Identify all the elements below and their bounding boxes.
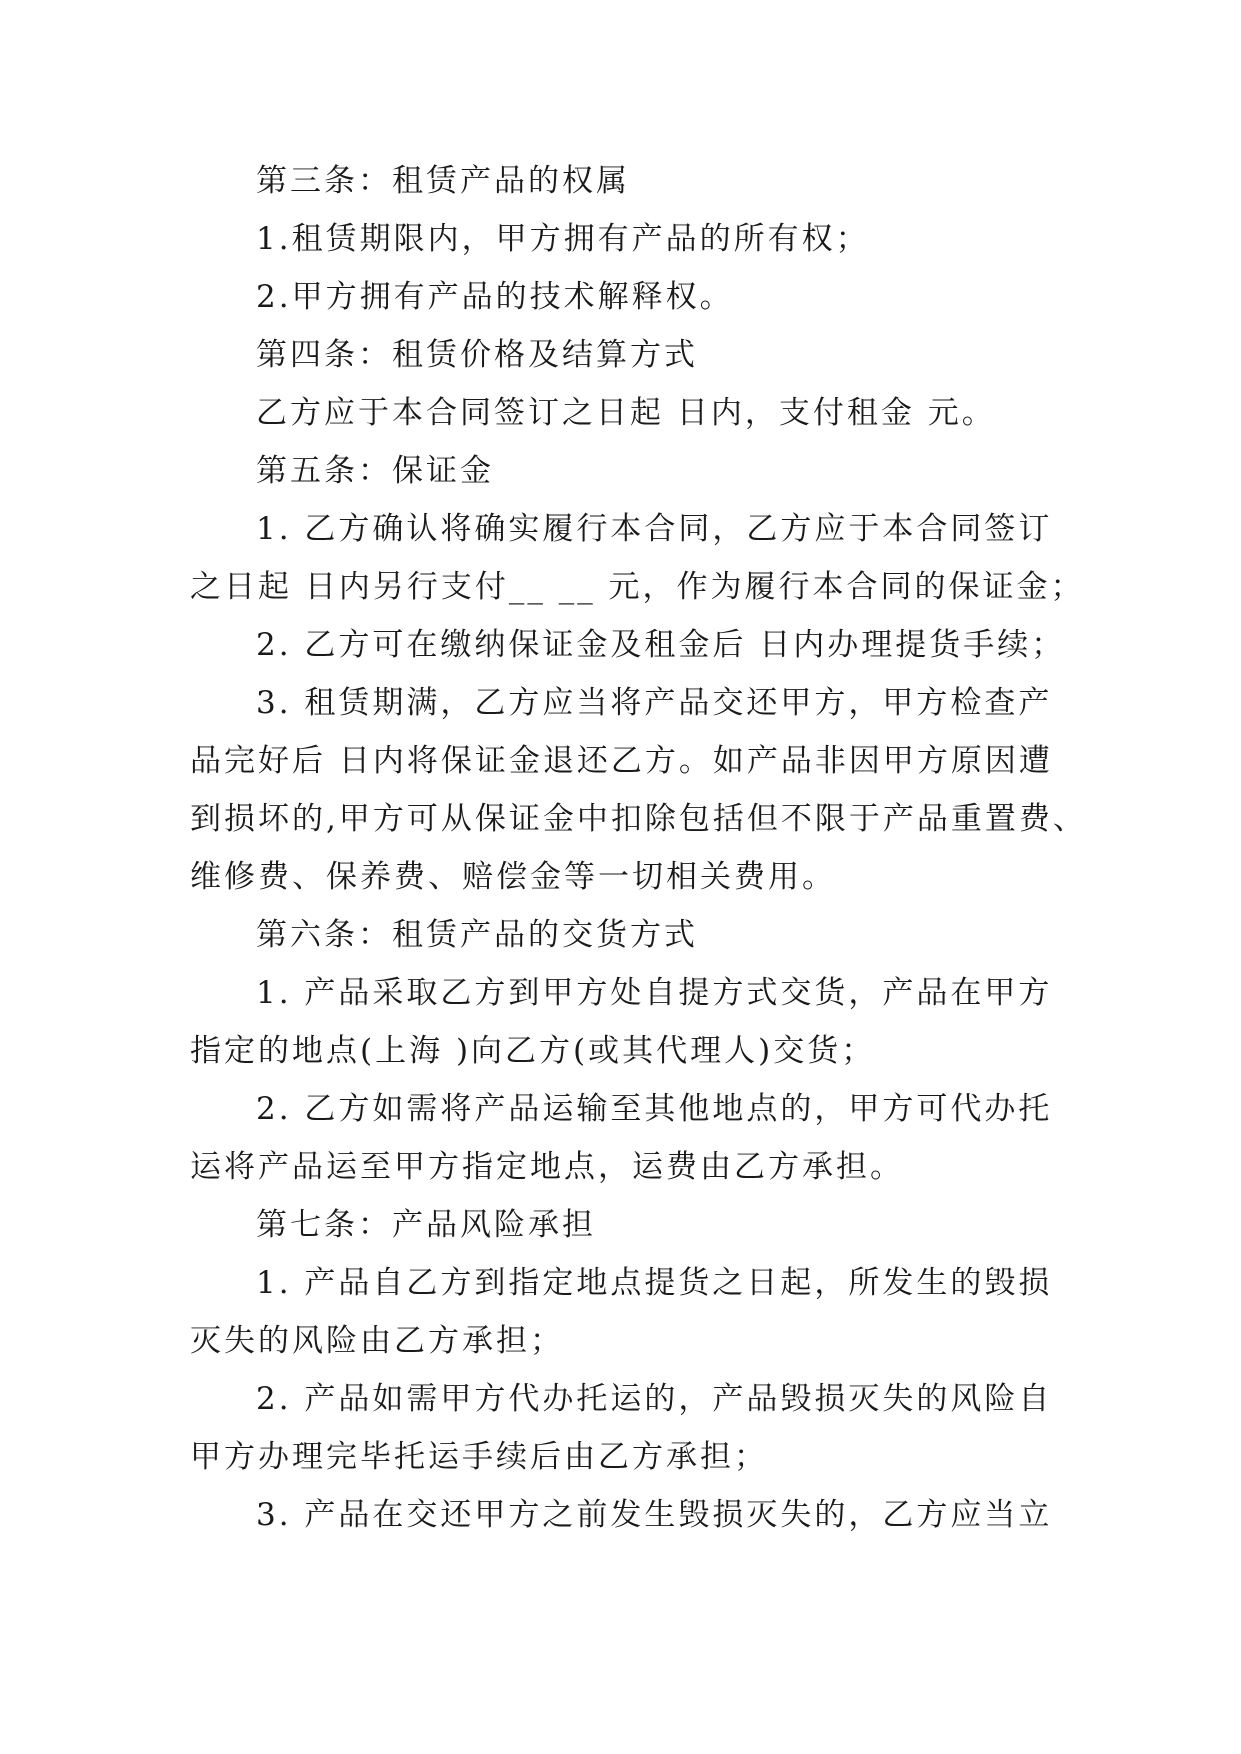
paragraph-line: 2. 乙方如需将产品运输至其他地点的，甲方可代办托 <box>256 1091 1053 1127</box>
article-5-heading: 第五条：保证金 <box>256 453 494 489</box>
paragraph-line: 1. 产品自乙方到指定地点提货之日起，所发生的毁损 <box>256 1265 1053 1301</box>
document-body <box>190 152 1087 1544</box>
paragraph-line: 甲方办理完毕托运手续后由乙方承担； <box>190 1439 768 1475</box>
paragraph-line: 3. 租赁期满，乙方应当将产品交还甲方，甲方检查产 <box>256 685 1053 721</box>
paragraph-line: 乙方应于本合同签订之日起 日内，支付租金 元。 <box>256 395 996 431</box>
paragraph-line: 3. 产品在交还甲方之前发生毁损灭失的，乙方应当立 <box>256 1497 1053 1533</box>
paragraph-line: 之日起 日内另行支付__ __ 元，作为履行本合同的保证金； <box>190 569 1085 605</box>
paragraph-line: 品完好后 日内将保证金退还乙方。如产品非因甲方原因遭 <box>190 743 1053 779</box>
article-3-heading: 第三条：租赁产品的权属 <box>256 163 630 199</box>
article-6-heading: 第六条：租赁产品的交货方式 <box>256 917 698 953</box>
paragraph-line: 1.租赁期限内，甲方拥有产品的所有权； <box>256 221 870 257</box>
paragraph-line: 灭失的风险由乙方承担； <box>190 1323 564 1359</box>
paragraph-line: 到损坏的,甲方可从保证金中扣除包括但不限于产品重置费、 <box>190 801 1087 837</box>
paragraph-line: 维修费、保养费、赔偿金等一切相关费用。 <box>190 859 836 895</box>
paragraph-line: 2. 乙方可在缴纳保证金及租金后 日内办理提货手续； <box>256 627 1066 663</box>
article-7-heading: 第七条：产品风险承担 <box>256 1207 596 1243</box>
article-4-heading: 第四条：租赁价格及结算方式 <box>256 337 698 373</box>
paragraph-line: 运将产品运至甲方指定地点，运费由乙方承担。 <box>190 1149 904 1185</box>
paragraph-line: 指定的地点(上海 )向乙方(或其代理人)交货； <box>190 1033 876 1069</box>
paragraph-line: 1. 产品采取乙方到甲方处自提方式交货，产品在甲方 <box>256 975 1053 1011</box>
paragraph-line: 1. 乙方确认将确实履行本合同，乙方应于本合同签订 <box>256 511 1053 547</box>
paragraph-line: 2.甲方拥有产品的技术解释权。 <box>256 279 734 315</box>
paragraph-line: 2. 产品如需甲方代办托运的，产品毁损灭失的风险自 <box>256 1381 1053 1417</box>
